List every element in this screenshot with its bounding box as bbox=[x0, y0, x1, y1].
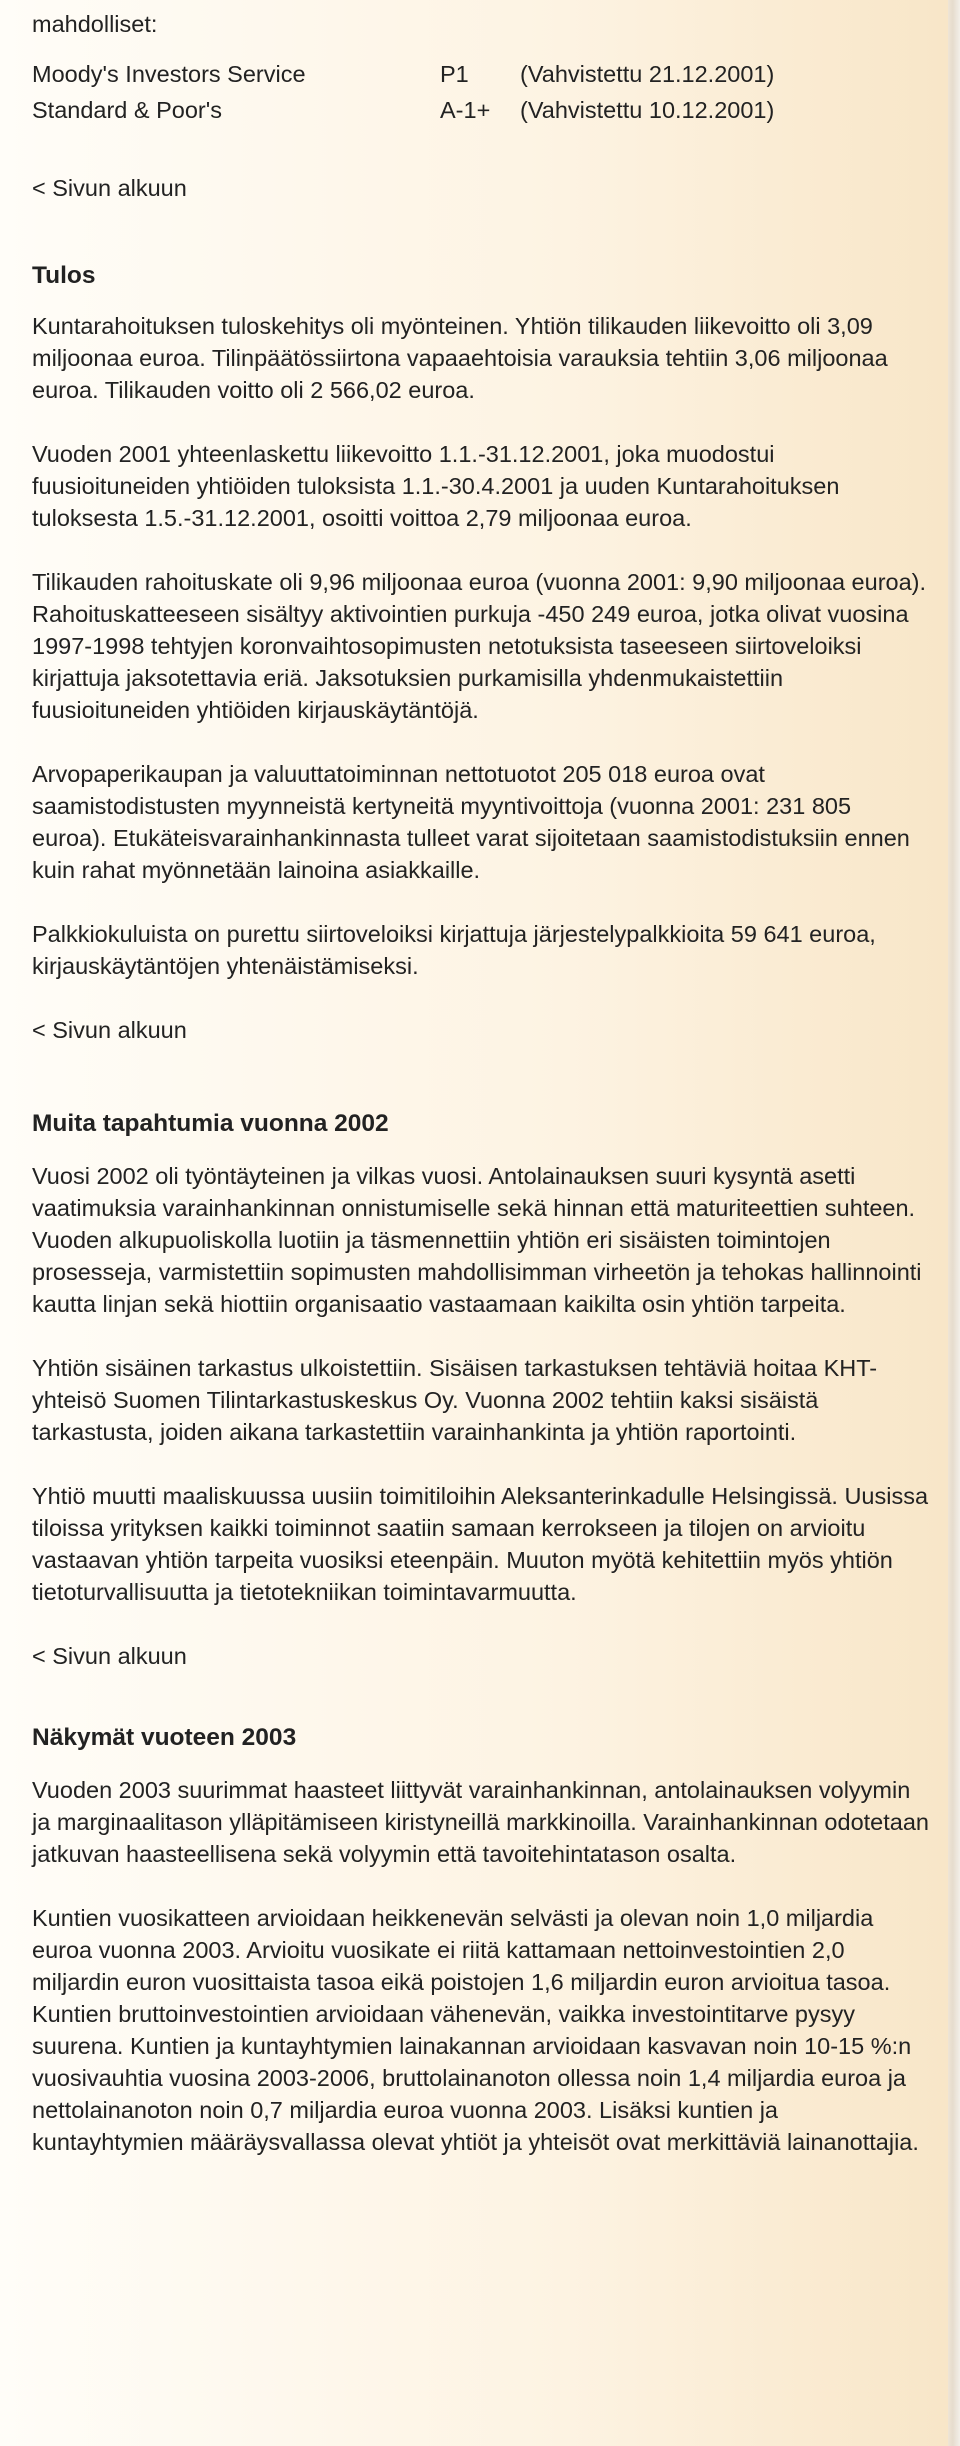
back-to-top-link[interactable]: < Sivun alkuun bbox=[32, 175, 187, 201]
muita-paragraph: Vuosi 2002 oli työntäyteinen ja vilkas vuosi. Antolainauksen suuri kysyntä asetti vaatimuksia varainhankinnan onnistumiselle sekä hinnan että maturiteettien suhteen. Vuoden alkupuoliskolla luotiin ja täsmennettiin yhtiön eri sisäisten toimintojen prosesseja, varmistettiin sopimusten mahdollisimman virheetön ja tehokas hallinnointi kautta linjan sekä hiottiin organisaatio vastaamaan kaikilta osin yhtiön tarpeita. bbox=[32, 1163, 922, 1317]
table-row bbox=[32, 58, 774, 94]
tulos-paragraph: Palkkiokuluista on purettu siirtoveloiksi kirjattuja järjestelypalkkioita 59 641 euroa, kirjauskäytäntöjen yhtenäistämiseksi. bbox=[32, 921, 876, 979]
tulos-paragraph: Arvopaperikaupan ja valuuttatoiminnan nettotuotot 205 018 euroa ovat saamistodistusten myynneistä kertyneitä myyntivoittoja (vuonna 2001: 231 805 euroa). Etukäteisvarainhankinnasta tulleet varat sijoitetaan saamistodistuksiin ennen kuin rahat myönnetään lainoina asiakkaille. bbox=[32, 761, 910, 883]
agency-name: Moody's Investors Service bbox=[32, 61, 306, 87]
back-to-top-link[interactable]: < Sivun alkuun bbox=[32, 1017, 187, 1043]
tulos-paragraph: Tilikauden rahoituskate oli 9,96 miljoonaa euroa (vuonna 2001: 9,90 miljoonaa euroa). Rahoituskatteeseen sisältyy aktivointien purkuja -450 249 euroa, jotka olivat vuosina 1997-1998 tehtyjen koronvaihtosopimusten netotuksista taseeseen siirtoveloiksi kirjattuja jaksotettavia eriä. Jaksotuksien purkamisilla yhdenmukaistettiin fuusioituneiden yhtiöiden kirjauskäytäntöjä. bbox=[32, 569, 927, 723]
nakymat-paragraph: Kuntien vuosikatteen arvioidaan heikkenevän selvästi ja olevan noin 1,0 miljardia euroa vuonna 2003. Arvioitu vuosikate ei riitä kattamaan nettoinvestointien 2,0 miljardin euron vuosittaista tasoa eikä poistojen 1,6 miljardin euron arvioitua tasoa. Kuntien bruttoinvestointien arvioidaan vähenevän, vaikka investointitarve pysyy suurena. Kuntien ja kuntayhtymien lainakannan arvioidaan kasvavan noin 10-15 %:n vuosivauhtia vuosina 2003-2006, bruttolainanoton ollessa noin 1,4 miljardia euroa ja nettolainanoton noin 0,7 miljardia euroa vuonna 2003. Lisäksi kuntien ja kuntayhtymien määräysvallassa olevat yhtiöt ja yhteisöt ovat merkittäviä lainanottajia. bbox=[32, 1905, 919, 2155]
table-row bbox=[32, 94, 774, 130]
nakymat-paragraph: Vuoden 2003 suurimmat haasteet liittyvät varainhankinnan, antolainauksen volyymin ja marginaalitason ylläpitämiseen kiristyneillä markkinoilla. Varainhankinnan odotetaan jatkuvan haasteellisena sekä volyymin että tavoitehintatason osalta. bbox=[32, 1777, 929, 1867]
muita-paragraph: Yhtiö muutti maaliskuussa uusiin toimitiloihin Aleksanterinkadulle Helsingissä. Uusissa tiloissa yrityksen kaikki toiminnot saatiin samaan kerrokseen ja tilojen on arvioitu vastaavan yhtiön tarpeita vuosiksi eteenpäin. Muuton myötä kehitettiin myös yhtiön tietoturvallisuutta ja tietotekniikan toimintavarmuutta. bbox=[32, 1483, 929, 1605]
back-to-top-link[interactable]: < Sivun alkuun bbox=[32, 1643, 187, 1669]
section-heading-tulos: Tulos bbox=[32, 262, 96, 289]
agency-name: Standard & Poor's bbox=[32, 97, 222, 123]
section-heading-muita: Muita tapahtumia vuonna 2002 bbox=[32, 1110, 389, 1137]
rating-note: (Vahvistettu 10.12.2001) bbox=[520, 97, 775, 123]
tulos-paragraph: Vuoden 2001 yhteenlaskettu liikevoitto 1.1.-31.12.2001, joka muodostui fuusioituneiden yhtiöiden tuloksista 1.1.-30.4.2001 ja uuden Kuntarahoituksen tuloksesta 1.5.-31.12.2001, osoitti voittoa 2,79 miljoonaa euroa. bbox=[32, 441, 840, 531]
tulos-paragraph: Kuntarahoituksen tuloskehitys oli myönteinen. Yhtiön tilikauden liikevoitto oli 3,09 miljoonaa euroa. Tilinpäätössiirtona vapaaehtoisia varauksia tehtiin 3,06 miljoonaa euroa. Tilikauden voitto oli 2 566,02 euroa. bbox=[32, 313, 888, 403]
intro-text: mahdolliset: bbox=[32, 11, 158, 37]
rating-value: P1 bbox=[440, 61, 469, 87]
rating-note: (Vahvistettu 21.12.2001) bbox=[520, 61, 775, 87]
ratings-table bbox=[32, 58, 774, 130]
rating-value: A-1+ bbox=[440, 97, 491, 123]
scrollbar-edge bbox=[948, 0, 960, 2446]
document-content bbox=[32, 0, 932, 2158]
muita-paragraph: Yhtiön sisäinen tarkastus ulkoistettiin. Sisäisen tarkastuksen tehtäviä hoitaa KHT-yhteisö Suomen Tilintarkastuskeskus Oy. Vuonna 2002 tehtiin kaksi sisäistä tarkastusta, joiden aikana tarkastettiin varainhankinta ja yhtiön raportointi. bbox=[32, 1355, 878, 1445]
section-heading-nakymat: Näkymät vuoteen 2003 bbox=[32, 1724, 297, 1751]
